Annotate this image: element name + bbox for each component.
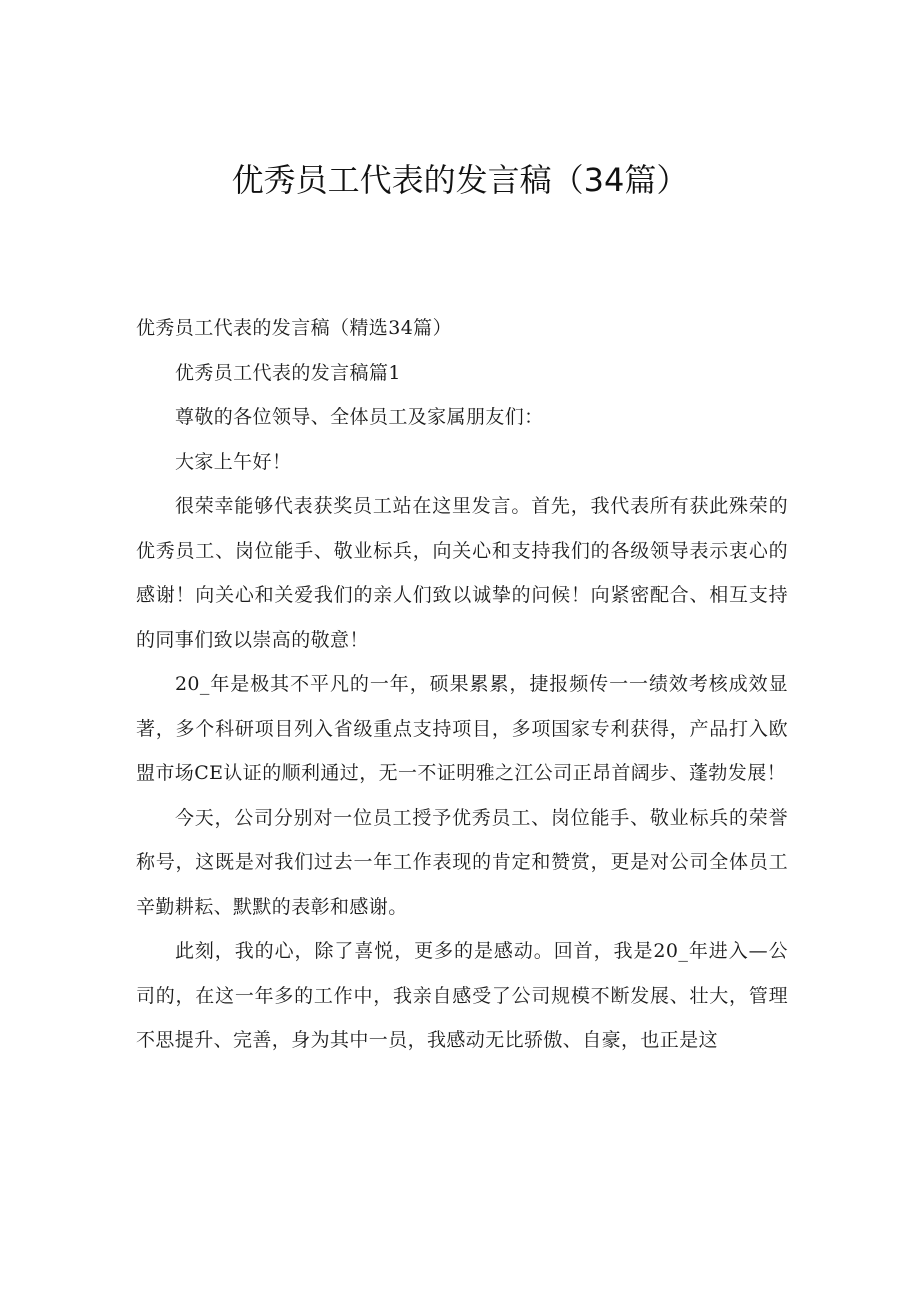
document-body bbox=[136, 306, 788, 1063]
greeting-paragraph: 大家上午好！ bbox=[174, 450, 292, 473]
salutation-paragraph: 尊敬的各位领导、全体员工及家属朋友们： bbox=[174, 406, 544, 428]
subtitle-paragraph: 优秀员工代表的发言稿（精选34篇） bbox=[136, 317, 452, 339]
body-paragraph: 此刻，我的心，除了喜悦，更多的是感动。回首，我是20_年进入—公司的，在这一年多的工作中，我亲自感受了公司规模不断发展、壮大，管理不思提升、完善，身为其中一员，我感动无比骄傲、自豪，也正是这 bbox=[136, 940, 788, 1051]
body-paragraph: 20_年是极其不平凡的一年，硕果累累，捷报频传一一绩效考核成效显著，多个科研项目列入省级重点支持项目，多项国家专利获得，产品打入欧盟市场CE认证的顺利通过，无一不证明雅之江公司正昂首阔步、蓬勃发展！ bbox=[136, 673, 788, 784]
section-heading: 优秀员工代表的发言稿篇1 bbox=[174, 361, 401, 384]
body-paragraph: 很荣幸能够代表获奖员工站在这里发言。首先，我代表所有获此殊荣的优秀员工、岗位能手、敬业标兵，向关心和支持我们的各级领导表示衷心的感谢！向关心和关爱我们的亲人们致以诚挚的问候！向紧密配合、相互支持的同事们致以崇高的敬意！ bbox=[136, 495, 788, 651]
body-paragraph: 今天，公司分别对一位员工授予优秀员工、岗位能手、敬业标兵的荣誉称号，这既是对我们过去一年工作表现的肯定和赞赏，更是对公司全体员工辛勤耕耘、默默的表彰和感谢。 bbox=[136, 806, 788, 918]
document-title: 优秀员工代表的发言稿（34篇） bbox=[231, 161, 689, 199]
